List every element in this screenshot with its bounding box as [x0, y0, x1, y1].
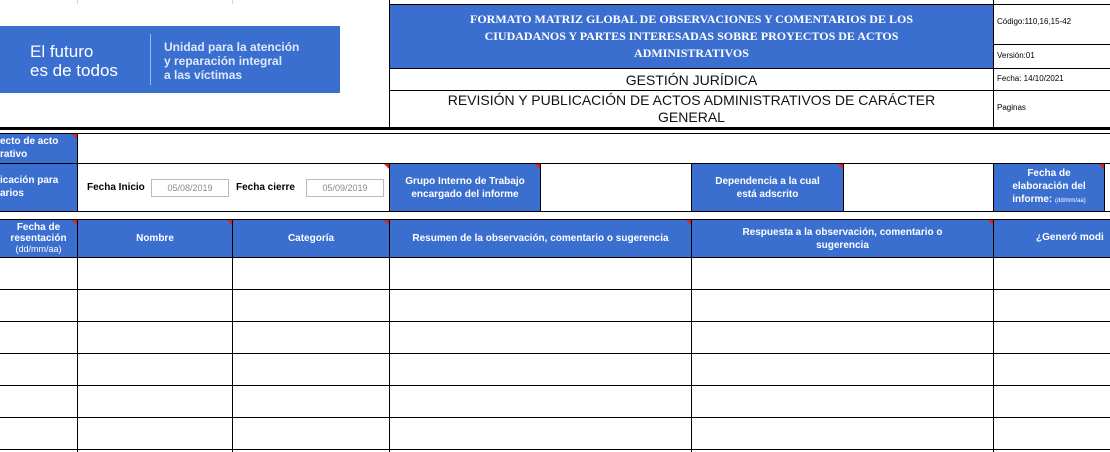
title-line2: CIUDADANOS Y PARTES INTERESADAS SOBRE PROYECTOS DE ACTOS	[484, 28, 899, 43]
plazo-line2: arios	[0, 188, 24, 199]
fecha-inicio-input[interactable]: 05/08/2019	[151, 179, 229, 197]
elaboracion-line1: Fecha de	[1027, 168, 1071, 179]
elaboracion-text: informe:	[1012, 194, 1053, 205]
unit-line2: y reparación integral	[164, 54, 283, 68]
paginas-label: Paginas	[997, 103, 1026, 112]
header-separator	[0, 127, 1110, 130]
col-header-categoria: Categoría	[233, 220, 389, 257]
process-label	[390, 91, 993, 126]
elaboracion-hint: (dd/mm/aa)	[1055, 198, 1086, 204]
info-table-gap	[0, 212, 1110, 219]
proyecto-label	[0, 134, 77, 163]
table-row[interactable]	[0, 418, 1110, 449]
elaboracion-line2: elaboración del	[1012, 181, 1086, 192]
fecha-label: Fecha: 14/10/2021	[997, 74, 1064, 83]
table-row[interactable]	[0, 322, 1110, 353]
version-label: Versión:01	[997, 51, 1035, 60]
title-line1: FORMATO MATRIZ GLOBAL DE OBSERVACIONES Y COMENTARIOS DE LOS	[470, 11, 913, 26]
table-row[interactable]	[0, 354, 1110, 385]
grupo-label	[390, 164, 540, 211]
process-line1: REVISIÓN Y PUBLICACIÓN DE ACTOS ADMINISTRATIVOS DE CARÁCTER	[447, 91, 936, 108]
grupo-line2: encargado del informe	[411, 188, 519, 200]
col-fecha-line1: Fecha de	[16, 222, 61, 233]
dependencia-line1: Dependencia a la cual	[715, 175, 820, 187]
col-respuesta-line2: sugerencia	[816, 239, 869, 251]
table-row[interactable]	[0, 290, 1110, 321]
elaboracion-label	[994, 164, 1104, 211]
table-row[interactable]	[0, 258, 1110, 289]
col-header-respuesta	[692, 220, 993, 257]
col-fecha-line2: resentación	[10, 233, 67, 244]
col-respuesta-line1: Respuesta a la observación, comentario o	[742, 226, 943, 238]
unit-line1: Unidad para la atención	[164, 40, 300, 54]
unit-line3: a las víctimas	[164, 68, 243, 82]
col-header-genero: ¿Generó modi	[994, 220, 1110, 257]
grid-line	[232, 0, 233, 4]
grupo-value-cell[interactable]	[541, 164, 691, 211]
process-line2: GENERAL	[658, 108, 725, 125]
fecha-inicio-label: Fecha Inicio	[87, 182, 145, 193]
area-label: GESTIÓN JURÍDICA	[625, 71, 758, 88]
logo-unit-name	[164, 40, 299, 82]
col-header-fecha	[0, 220, 77, 257]
logo-slogan	[0, 26, 150, 93]
table-row[interactable]	[0, 386, 1110, 417]
logo-divider	[150, 34, 151, 85]
document-title	[390, 4, 993, 68]
proyecto-line2: rativo	[0, 149, 28, 160]
grid-line	[77, 0, 78, 4]
proyecto-value-cell[interactable]	[77, 134, 1110, 163]
col-fecha-hint: (dd/mm/aa)	[15, 244, 62, 254]
dependencia-value-cell[interactable]	[844, 164, 993, 211]
dependencia-line2: está adscrito	[736, 188, 799, 200]
fecha-cierre-label: Fecha cierre	[236, 182, 295, 193]
slogan-line1: El futuro	[30, 42, 94, 61]
col-header-resumen: Resumen de la observación, comentario o sugerencia	[390, 220, 691, 257]
plazo-label	[0, 164, 77, 211]
plazo-line1: icación para	[0, 175, 59, 186]
title-line3: ADMINISTRATIVOS	[634, 45, 749, 60]
codigo-label: Código:110,16,15-42	[997, 17, 1072, 26]
fecha-cierre-input[interactable]: 05/09/2019	[306, 179, 384, 197]
logo-banner	[0, 26, 340, 93]
col-header-nombre: Nombre	[78, 220, 232, 257]
dependencia-label	[692, 164, 843, 211]
slogan-line2: es de todos	[30, 61, 118, 80]
proyecto-line1: ecto de acto	[0, 136, 59, 147]
grupo-line1: Grupo Interno de Trabajo	[405, 175, 525, 187]
elaboracion-line3	[1012, 193, 1085, 208]
